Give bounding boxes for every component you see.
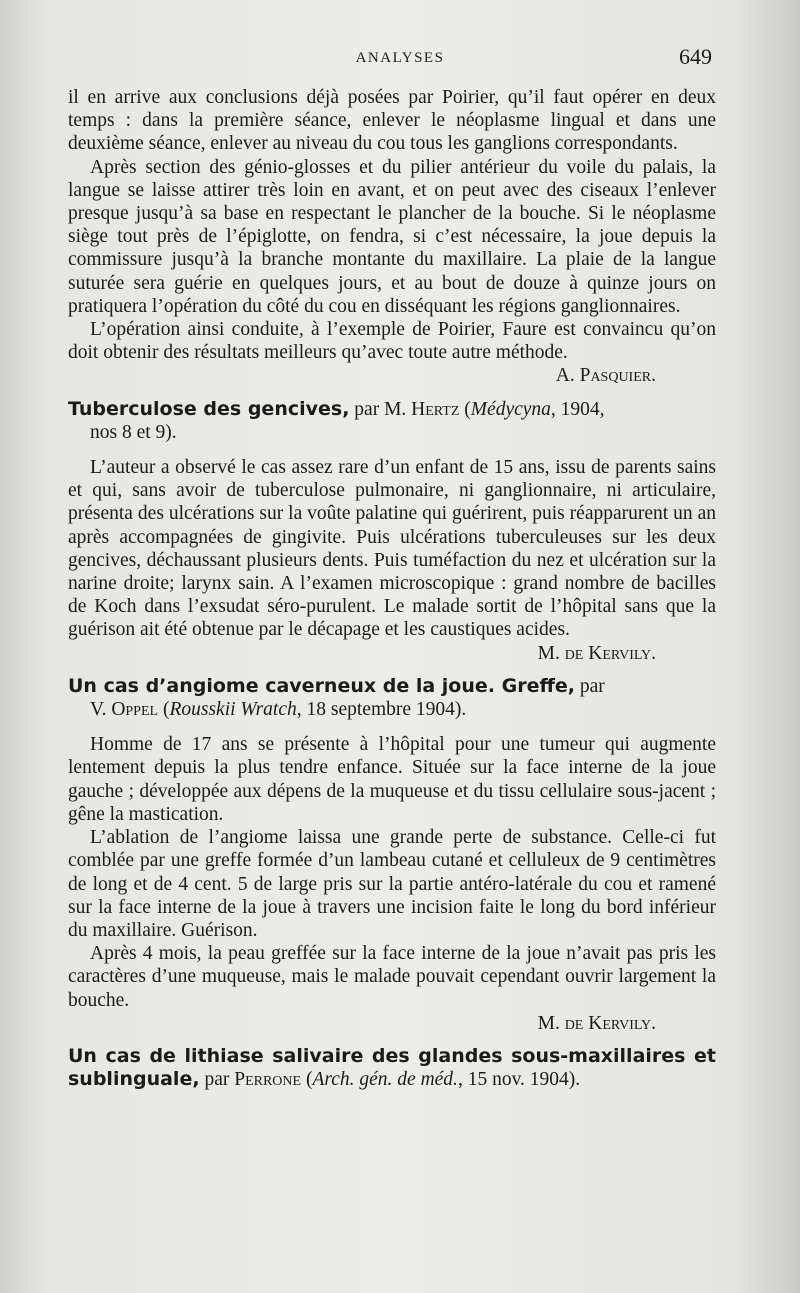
article4-source: Arch. gén. de méd. [312,1069,458,1091]
article4-by: par [204,1069,230,1091]
article1-signature [68,364,716,387]
article3-heading [68,675,716,721]
article1-paragraph-2: Après section des génio-glosses et du pilier antérieur du voile du palais, la langue se laisse attirer très loin en avant, et on peut avec des ciseaux l’enlever presque jusqu’à sa base en respectant le plancher de la bouche. Si le néoplasme siège tout près de l’épiglotte, on fendra, si c’est nécessaire, la joue depuis la commissure jusqu’à la branche montante du maxillaire. La plaie de la langue suturée sera guérie en quelques jours, et au bout de douze à quinze jours on pratiquera l’opération du côté du cou en disséquant les régions ganglionnaires. [68,156,716,317]
article3-by: par [579,675,605,697]
article3-author: V. Oppel [90,699,159,721]
page-number: 649 [679,44,712,69]
article2-signature [68,642,716,665]
running-title: ANALYSES [355,50,445,66]
article2-paragraph-1: L’auteur a observé le cas assez rare d’un enfant de 15 ans, issu de parents sains et qui, sans avoir de tuberculose pulmonaire, ni ganglionnaire, ni articulaire, présenta des ulcérations sur la voûte palatine qui guérirent, puis réapparurent un an après accompagnées de gingivite. Puis ulcérations tuberculeuses sur les deux gencives, déchaussant plusieurs dents. Puis tuméfaction du nez et ulcération sur la narine droite; larynx sain. A l’examen microscopique : grand nombre de bacilles de Koch dans l’exsudat séro-purulent. Le malade sortit de l’hôpital sans que la guérison ait été obtenue par le décapage et les caustiques acides. [68,457,716,641]
article1-paragraph-3-text: L’opération ainsi conduite, à l’exemple de Poirier, Faure est convaincu qu’on doit obtenir des résultats meilleurs qu’avec toute autre méthode. [68,319,716,364]
article4-author: Perrone [234,1069,302,1091]
article3-source: Rousskii Wratch [169,699,297,721]
signature-text: M. de Kervily. [537,642,656,664]
article2-author: Hertz [411,398,460,420]
article2-numbers: nos 8 et 9). [90,421,177,443]
article3-paragraph-3: Après 4 mois, la peau greffée sur la face interne de la joue n’avait pas pris les caractères d’une muqueuse, mais le malade pouvait cependant ouvrir largement la bouche. [68,943,716,1011]
article1-paragraph-3 [68,318,716,364]
article3-signature [68,1012,716,1035]
running-head [0,44,800,74]
signature-text: M. de Kervily. [537,1012,656,1034]
page-body [68,86,716,1091]
article4-date: 15 nov. 1904). [467,1069,581,1091]
article4-title: Un cas de lithiase salivaire des glandes sous-maxillaires et sublinguale, [68,1044,716,1091]
article1-paragraph-1: il en arrive aux conclusions déjà posées par Poirier, qu’il faut opérer en deux temps : dans la première séance, enlever le néoplasme lingual et dans une deuxième séance, enlever au niveau du cou tous les ganglions correspondants. [68,87,716,155]
article3-date: 18 septembre 1904). [306,699,467,721]
article3-paragraph-2: L’ablation de l’angiome laissa une grande perte de substance. Celle-ci fut comblée par une greffe formée d’un lambeau cutané et celluleux de 9 centimètres de long et de 4 cent. 5 de large pris sur la partie antéro-latérale du cou et ramené sur la face interne de la joue à travers une incision faite le long du bord inférieur du maxillaire. Guérison. [68,827,716,941]
signature-text: A. Pasquier. [555,365,656,387]
article2-year: 1904, [560,398,605,420]
article4-heading: Un cas de lithiase salivaire des glandes sous-maxillaires et sublinguale, par Perrone (Arch. gén. de méd., 15 nov. 1904). [68,1044,716,1091]
article2-heading: Tuberculose des gencives, par M. Hertz (Médycyna, 1904, nos 8 et 9). [68,398,716,444]
article2-source: Médycyna [470,398,551,420]
article3-title: Un cas d’angiome caverneux de la joue. Greffe, [68,674,575,697]
article3-paragraph-1: Homme de 17 ans se présente à l’hôpital pour une tumeur qui augmente lentement depuis la plus tendre enfance. Située sur la face interne de la joue gauche ; développée aux dépens de la muqueuse et du tissu cellulaire sous-jacent ; gêne la mastication. [68,734,716,825]
article2-by: par M. [354,398,407,420]
article2-title: Tuberculose des gencives, [68,397,350,420]
article3-reference: V. Oppel (Rousskii Wratch, 18 septembre 1904). [90,699,467,721]
